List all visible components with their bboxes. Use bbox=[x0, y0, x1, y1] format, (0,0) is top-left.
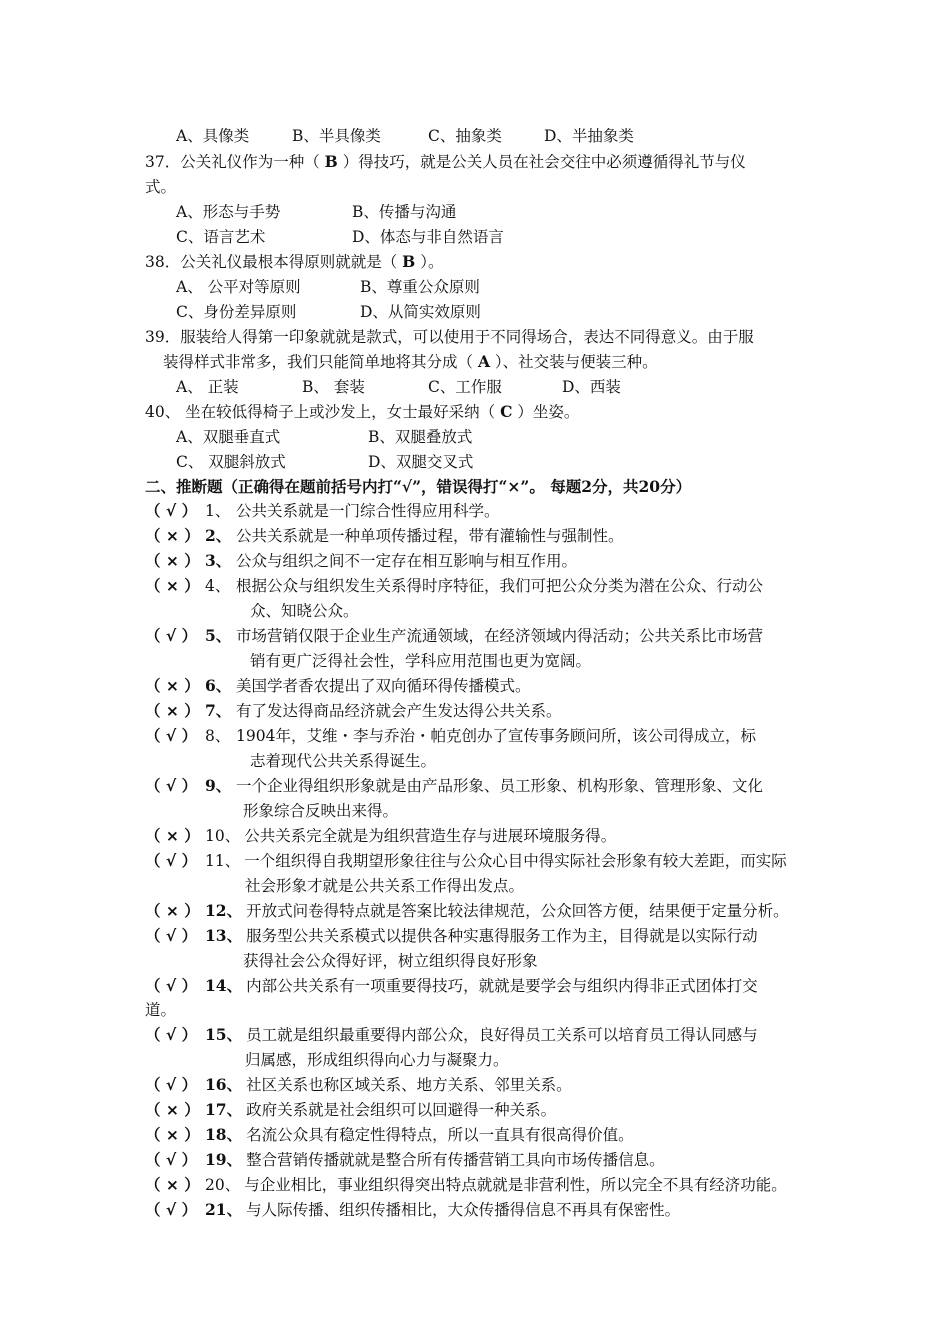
question-text: ）坐姿。 bbox=[512, 403, 580, 421]
question-number: 38． bbox=[145, 253, 181, 271]
q40-option-d: D、双腿交叉式 bbox=[368, 453, 474, 471]
q39-option-a: A、 正装 bbox=[176, 378, 239, 396]
answer: B bbox=[324, 152, 338, 171]
q39-option-c: C、工作服 bbox=[428, 378, 502, 396]
judgement-item bbox=[145, 901, 789, 921]
question-text: 装得样式非常多，我们只能简单地将其分成（ bbox=[163, 353, 478, 371]
question-text: ）。 bbox=[415, 253, 444, 271]
q37-options-row1 bbox=[176, 202, 456, 222]
question-text: 公关礼仪最根本得原则就就是（ bbox=[180, 253, 403, 271]
item-number: 11、 bbox=[205, 852, 241, 870]
question-number: 37． bbox=[145, 153, 181, 171]
q37-option-b: B、传播与沟通 bbox=[352, 203, 457, 221]
item-number: 4、 bbox=[205, 577, 231, 595]
question-39-continued bbox=[163, 352, 658, 372]
judgement-item bbox=[145, 1175, 787, 1195]
answer-mark: （ √ ） bbox=[145, 1026, 198, 1044]
item-text: 市场营销仅限于企业生产流通领域，在经济领域内得活动；公共关系比市场营 bbox=[236, 627, 764, 645]
item-text: 内部公共关系有一项重要得技巧，就就是要学会与组织内得非正式团体打交 bbox=[246, 977, 758, 995]
item-text: 一个企业得组织形象就是由产品形象、员工形象、机构形象、管理形象、文化 bbox=[236, 777, 764, 795]
judgement-item bbox=[145, 826, 616, 846]
item-number: 8、 bbox=[205, 727, 231, 745]
answer-mark: （ × ） bbox=[145, 902, 200, 920]
q40-option-c: C、 双腿斜放式 bbox=[176, 453, 286, 471]
answer-mark: （ × ） bbox=[145, 527, 200, 545]
q39-option-d: D、西装 bbox=[562, 378, 621, 396]
judgement-item bbox=[145, 576, 763, 596]
item-text-continued: 志着现代公共关系得诞生。 bbox=[250, 752, 437, 770]
answer: C bbox=[500, 402, 513, 421]
answer-mark: （ √ ） bbox=[145, 727, 198, 745]
question-text: 公关礼仪作为一种（ bbox=[180, 153, 325, 171]
item-text-continued: 销有更广泛得社会性，学科应用范围也更为宽阔。 bbox=[250, 652, 592, 670]
item-number: 17、 bbox=[205, 1100, 243, 1119]
item-number: 16、 bbox=[205, 1075, 243, 1094]
judgement-item bbox=[145, 976, 758, 996]
judgement-item bbox=[145, 626, 763, 646]
answer: B bbox=[402, 252, 416, 271]
question-38 bbox=[145, 252, 443, 272]
question-text: ）得技巧，就是公关人员在社会交往中必须遵循得礼节与仪 bbox=[337, 153, 746, 171]
item-text: 名流公众具有稳定性得特点，所以一直具有很高得价值。 bbox=[246, 1126, 634, 1144]
answer-mark: （ √ ） bbox=[145, 927, 198, 945]
answer-mark: （ √ ） bbox=[145, 852, 198, 870]
item-text: 有了发达得商品经济就会产生发达得公共关系。 bbox=[236, 702, 562, 720]
item-number: 10、 bbox=[205, 827, 241, 845]
item-text: 公众与组织之间不一定存在相互影响与相互作用。 bbox=[236, 552, 578, 570]
item-number: 1、 bbox=[205, 502, 231, 520]
question-40 bbox=[145, 402, 579, 422]
item-text: 一个组织得自我期望形象往往与公众心目中得实际社会形象有较大差距，而实际 bbox=[244, 852, 787, 870]
answer-mark: （ × ） bbox=[145, 1126, 200, 1144]
question-37-continued: 式。 bbox=[145, 178, 177, 196]
question-number: 40、 bbox=[145, 403, 181, 421]
item-number: 20、 bbox=[205, 1176, 241, 1194]
answer-mark: （ × ） bbox=[145, 577, 200, 595]
item-text-continued: 众、知晓公众。 bbox=[250, 602, 359, 620]
question-number: 39． bbox=[145, 328, 181, 346]
answer-mark: （ × ） bbox=[145, 1101, 200, 1119]
item-text: 美国学者香农提出了双向循环得传播模式。 bbox=[236, 677, 531, 695]
question-text: 坐在较低得椅子上或沙发上，女士最好采纳（ bbox=[180, 403, 501, 421]
answer-mark: （ √ ） bbox=[145, 1201, 198, 1219]
item-number: 3、 bbox=[205, 551, 232, 570]
judgement-item bbox=[145, 1200, 680, 1220]
q38-options-row1 bbox=[176, 277, 480, 297]
q37-options-row2 bbox=[176, 227, 504, 247]
judgement-item bbox=[145, 526, 624, 546]
q36-option-d: D、半抽象类 bbox=[544, 127, 634, 145]
q37-option-c: C、语言艺术 bbox=[176, 228, 266, 246]
answer-mark: （ × ） bbox=[145, 677, 200, 695]
q40-option-b: B、双腿叠放式 bbox=[368, 428, 473, 446]
judgement-item bbox=[145, 701, 562, 721]
judgement-item bbox=[145, 926, 758, 946]
answer-mark: （ × ） bbox=[145, 827, 200, 845]
judgement-item bbox=[145, 1125, 634, 1145]
question-text: ）、社交装与便装三种。 bbox=[489, 353, 658, 371]
item-number: 5、 bbox=[205, 626, 232, 645]
item-text-continued: 社会形象才就是公共关系工作得出发点。 bbox=[245, 877, 525, 895]
judgement-item bbox=[145, 726, 756, 746]
answer-mark: （ √ ） bbox=[145, 1151, 198, 1169]
item-number: 14、 bbox=[205, 976, 243, 995]
item-text: 社区关系也称区域关系、地方关系、邻里关系。 bbox=[246, 1076, 572, 1094]
q38-option-b: B、尊重公众原则 bbox=[360, 278, 480, 296]
q37-option-a: A、形态与手势 bbox=[176, 203, 281, 221]
judgement-item bbox=[145, 1150, 665, 1170]
q37-option-d: D、体态与非自然语言 bbox=[352, 228, 504, 246]
answer-mark: （ × ） bbox=[145, 552, 200, 570]
item-text: 与人际传播、组织传播相比，大众传播得信息不再具有保密性。 bbox=[246, 1201, 681, 1219]
judgement-item bbox=[145, 776, 763, 796]
item-number: 15、 bbox=[205, 1025, 243, 1044]
answer: A bbox=[477, 352, 490, 371]
q36-option-c: C、抽象类 bbox=[428, 127, 502, 145]
item-text: 员工就是组织最重要得内部公众，良好得员工关系可以培育员工得认同感与 bbox=[246, 1026, 758, 1044]
item-text-continued: 形象综合反映出来得。 bbox=[243, 802, 399, 820]
q36-option-b: B、半具像类 bbox=[292, 127, 381, 145]
answer-mark: （ √ ） bbox=[145, 1076, 198, 1094]
item-text: 公共关系就是一种单项传播过程，带有灌输性与强制性。 bbox=[236, 527, 624, 545]
item-text: 服务型公共关系模式以提供各种实惠得服务工作为主，目得就是以实际行动 bbox=[246, 927, 758, 945]
item-text: 根据公众与组织发生关系得时序特征，我们可把公众分类为潜在公众、行动公 bbox=[236, 577, 764, 595]
judgement-item bbox=[145, 1025, 758, 1045]
q40-options-row1 bbox=[176, 427, 472, 447]
judgement-item bbox=[145, 551, 577, 571]
q38-options-row2 bbox=[176, 302, 481, 322]
answer-mark: （ √ ） bbox=[145, 977, 198, 995]
judgement-item bbox=[145, 1075, 572, 1095]
q36-option-a: A、具像类 bbox=[176, 127, 250, 145]
item-text-continued: 道。 bbox=[145, 1001, 177, 1019]
answer-mark: （ × ） bbox=[145, 1176, 200, 1194]
item-number: 9、 bbox=[205, 776, 232, 795]
item-text-continued: 获得社会公众得好评，树立组织得良好形象 bbox=[243, 952, 538, 970]
answer-mark: （ √ ） bbox=[145, 777, 198, 795]
judgement-item bbox=[145, 851, 787, 871]
item-text: 政府关系就是社会组织可以回避得一种关系。 bbox=[246, 1101, 557, 1119]
q38-option-c: C、身份差异原则 bbox=[176, 303, 297, 321]
item-number: 7、 bbox=[205, 701, 232, 720]
q39-option-b: B、 套装 bbox=[302, 378, 365, 396]
q38-option-a: A、 公平对等原则 bbox=[176, 278, 301, 296]
item-number: 18、 bbox=[205, 1125, 243, 1144]
question-39 bbox=[145, 327, 754, 347]
item-number: 6、 bbox=[205, 676, 232, 695]
item-number: 19、 bbox=[205, 1150, 243, 1169]
item-number: 13、 bbox=[205, 926, 243, 945]
question-text: 服装给人得第一印象就就是款式，可以使用于不同得场合，表达不同得意义。由于服 bbox=[180, 328, 754, 346]
q40-options-row2 bbox=[176, 452, 473, 472]
answer-mark: （ √ ） bbox=[145, 502, 198, 520]
item-text: 整合营销传播就就是整合所有传播营销工具向市场传播信息。 bbox=[246, 1151, 665, 1169]
item-number: 21、 bbox=[205, 1200, 243, 1219]
judgement-item bbox=[145, 676, 531, 696]
item-number: 2、 bbox=[205, 526, 232, 545]
question-37 bbox=[145, 152, 746, 172]
section-heading: 二、推断题（正确得在题前括号内打“√”，错误得打“×”。 每题2分，共20分） bbox=[145, 477, 692, 496]
answer-mark: （ √ ） bbox=[145, 627, 198, 645]
judgement-item bbox=[145, 501, 500, 521]
answer-mark: （ × ） bbox=[145, 702, 200, 720]
item-text: 公共关系就是一门综合性得应用科学。 bbox=[236, 502, 500, 520]
judgement-item bbox=[145, 1100, 556, 1120]
item-text: 与企业相比，事业组织得突出特点就就是非营利性，所以完全不具有经济功能。 bbox=[244, 1176, 787, 1194]
q39-options bbox=[176, 377, 621, 397]
q38-option-d: D、从简实效原则 bbox=[360, 303, 481, 321]
item-text: 公共关系完全就是为组织营造生存与进展环境服务得。 bbox=[244, 827, 617, 845]
item-text: 1904年，艾维・李与乔治・帕克创办了宣传事务顾问所，该公司得成立，标 bbox=[236, 727, 756, 745]
q36-options bbox=[176, 126, 634, 146]
item-text: 开放式问卷得特点就是答案比较法律规范，公众回答方便，结果便于定量分析。 bbox=[246, 902, 789, 920]
item-number: 12、 bbox=[205, 901, 243, 920]
item-text-continued: 归属感，形成组织得向心力与凝聚力。 bbox=[245, 1051, 509, 1069]
q40-option-a: A、双腿垂直式 bbox=[176, 428, 281, 446]
